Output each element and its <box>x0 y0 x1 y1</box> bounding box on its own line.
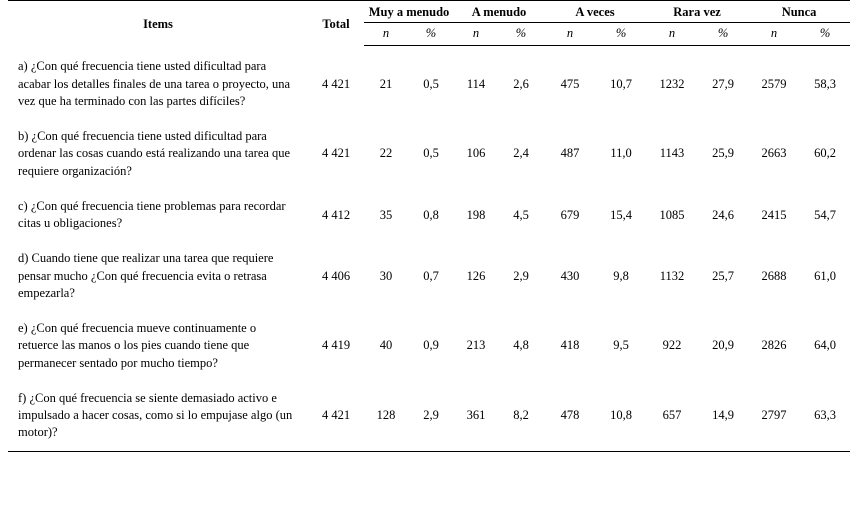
row-f-pct-rara-vez: 14,9 <box>698 381 748 451</box>
row-a-n-muy-a-menudo: 21 <box>379 76 393 91</box>
row-item-f: f) ¿Con qué frecuencia se siente demasiado activo e impulsado a hacer cosas, como si lo empujase algo (un motor)? <box>8 381 308 451</box>
row-e-n-muy-a-menudo: 40 <box>379 338 393 353</box>
row-c-pct-muy-a-menudo: 0,8 <box>423 207 439 222</box>
row-item-a: a) ¿Con qué frecuencia tiene usted dificultad para acabar los detalles finales de una tarea o proyecto, una vez que ha terminado con las partes difíciles? <box>18 59 291 108</box>
row-e-pct-muy-a-menudo: 0,9 <box>423 338 439 353</box>
row-f-pct-a-menudo: 8,2 <box>498 381 544 451</box>
row-item-e: e) ¿Con qué frecuencia mueve continuamente o retuerce las manos o los pies cuando tiene que permanecer sentado por mucho tiempo? <box>18 321 257 370</box>
row-c-n-muy-a-menudo: 35 <box>379 207 393 222</box>
row-e-total: 4 419 <box>321 338 351 353</box>
row-e-n-nunca: 2826 <box>761 338 787 353</box>
row-d-n-rara-vez: 1132 <box>659 268 685 283</box>
row-e-pct-rara-vez: 20,9 <box>712 338 734 353</box>
header-group-muy-a-menudo: Muy a menudo <box>364 1 454 23</box>
table-row <box>8 381 850 451</box>
row-d-pct-rara-vez: 25,7 <box>712 268 734 283</box>
row-f-pct-muy-a-menudo: 2,9 <box>408 381 454 451</box>
row-b-n-nunca: 2663 <box>761 146 787 161</box>
row-a-n-a-menudo: 114 <box>466 76 486 91</box>
header-pct-nunca: % <box>800 23 850 46</box>
row-d-n-a-menudo: 126 <box>466 268 486 283</box>
row-e-n-rara-vez: 922 <box>662 338 682 353</box>
header-group-a-veces: A veces <box>544 1 646 23</box>
header-group-nunca: Nunca <box>748 1 850 23</box>
row-c-n-a-veces: 679 <box>560 207 580 222</box>
row-d-n-nunca: 2688 <box>761 268 787 283</box>
table-row <box>8 119 850 189</box>
row-b-pct-rara-vez: 25,9 <box>712 146 734 161</box>
row-a-pct-muy-a-menudo: 0,5 <box>423 76 439 91</box>
row-c-total: 4 412 <box>321 207 351 222</box>
row-d-pct-muy-a-menudo: 0,7 <box>423 268 439 283</box>
row-e-pct-a-menudo: 4,8 <box>513 338 529 353</box>
row-d-pct-a-veces: 9,8 <box>613 268 629 283</box>
row-c-pct-a-veces: 15,4 <box>610 207 632 222</box>
header-items: Items <box>8 1 308 46</box>
row-e-n-a-veces: 418 <box>560 338 580 353</box>
table-header <box>8 1 850 46</box>
table-body <box>8 46 850 451</box>
row-a-pct-a-veces: 10,7 <box>610 76 632 91</box>
row-c-pct-a-menudo: 4,5 <box>513 207 529 222</box>
row-b-n-muy-a-menudo: 22 <box>379 146 393 161</box>
table-row <box>8 49 850 119</box>
header-pct-rara-vez: % <box>698 23 748 46</box>
row-f-n-a-veces: 478 <box>544 381 596 451</box>
row-a-total: 4 421 <box>321 76 351 91</box>
header-n-a-menudo: n <box>454 23 498 46</box>
row-a-n-rara-vez: 1232 <box>659 76 685 91</box>
row-c-pct-nunca: 54,7 <box>814 207 836 222</box>
header-total: Total <box>308 1 364 46</box>
row-b-n-a-menudo: 106 <box>466 146 486 161</box>
row-item-b: b) ¿Con qué frecuencia tiene usted dificultad para ordenar las cosas cuando está realizando una tarea que requiere organización? <box>18 129 291 178</box>
header-n-nunca: n <box>748 23 800 46</box>
row-b-pct-nunca: 60,2 <box>814 146 836 161</box>
row-e-n-a-menudo: 213 <box>466 338 486 353</box>
row-d-pct-nunca: 61,0 <box>814 268 836 283</box>
row-a-n-a-veces: 475 <box>560 76 580 91</box>
header-pct-a-menudo: % <box>498 23 544 46</box>
row-f-n-muy-a-menudo: 128 <box>364 381 408 451</box>
row-c-n-nunca: 2415 <box>761 207 787 222</box>
row-f-pct-nunca: 63,3 <box>800 381 850 451</box>
table-row <box>8 311 850 381</box>
row-c-pct-rara-vez: 24,6 <box>712 207 734 222</box>
row-b-n-rara-vez: 1143 <box>659 146 685 161</box>
row-d-pct-a-menudo: 2,9 <box>513 268 529 283</box>
table-row <box>8 189 850 242</box>
row-f-n-nunca: 2797 <box>748 381 800 451</box>
frequency-table <box>8 0 850 452</box>
row-a-pct-nunca: 58,3 <box>814 76 836 91</box>
row-item-c: c) ¿Con qué frecuencia tiene problemas para recordar citas u obligaciones? <box>18 198 286 231</box>
row-c-n-rara-vez: 1085 <box>659 207 685 222</box>
row-f-total: 4 421 <box>308 381 364 451</box>
header-pct-muy-a-menudo: % <box>408 23 454 46</box>
row-b-pct-muy-a-menudo: 0,5 <box>423 146 439 161</box>
row-d-total: 4 406 <box>321 268 351 283</box>
row-b-total: 4 421 <box>321 146 351 161</box>
header-group-rara-vez: Rara vez <box>646 1 748 23</box>
row-e-pct-a-veces: 9,5 <box>613 338 629 353</box>
row-a-n-nunca: 2579 <box>761 76 787 91</box>
row-f-n-a-menudo: 361 <box>454 381 498 451</box>
row-b-n-a-veces: 487 <box>560 146 580 161</box>
row-b-pct-a-veces: 11,0 <box>610 146 632 161</box>
row-d-n-muy-a-menudo: 30 <box>379 268 393 283</box>
table-row <box>8 241 850 311</box>
header-n-a-veces: n <box>544 23 596 46</box>
row-e-pct-nunca: 64,0 <box>814 338 836 353</box>
row-b-pct-a-menudo: 2,4 <box>513 146 529 161</box>
header-pct-a-veces: % <box>596 23 646 46</box>
header-n-muy-a-menudo: n <box>364 23 408 46</box>
row-f-n-rara-vez: 657 <box>646 381 698 451</box>
header-group-a-menudo: A menudo <box>454 1 544 23</box>
row-item-d: d) Cuando tiene que realizar una tarea que requiere pensar mucho ¿Con qué frecuencia evita o retrasa empezarla? <box>18 251 274 300</box>
row-f-pct-a-veces: 10,8 <box>596 381 646 451</box>
row-a-pct-rara-vez: 27,9 <box>712 76 734 91</box>
row-a-pct-a-menudo: 2,6 <box>513 76 529 91</box>
row-c-n-a-menudo: 198 <box>466 207 486 222</box>
row-d-n-a-veces: 430 <box>560 268 580 283</box>
header-n-rara-vez: n <box>646 23 698 46</box>
